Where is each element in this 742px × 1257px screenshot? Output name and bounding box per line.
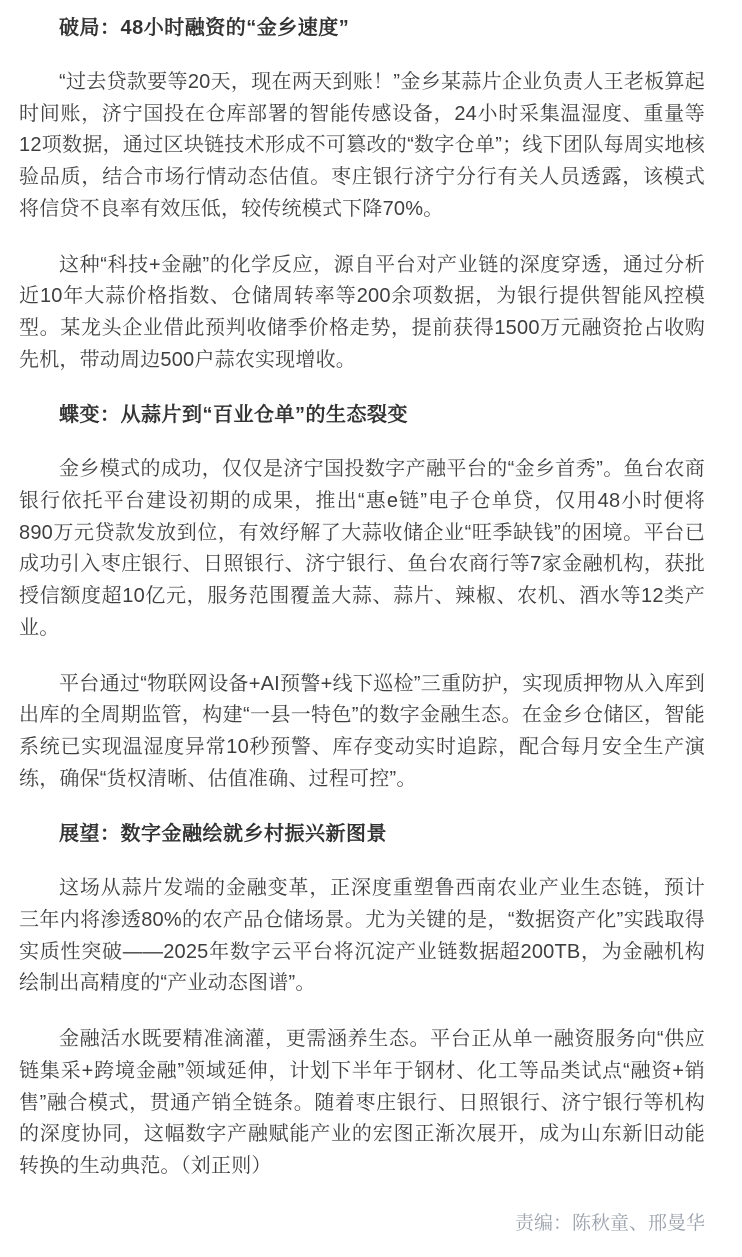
paragraph: 这场从蒜片发端的金融变革，正深度重塑鲁西南农业产业生态链，预计三年内将渗透80%的农产品仓储场景。尤为关键的是，“数据资产化”实践取得实质性突破——2025年数字云平台将沉淀产业链数据超200TB，为金融机构绘制出高精度的“产业动态图谱”。: [19, 877, 705, 995]
section-heading-pojuy: 破局：48小时融资的“金乡速度”: [59, 17, 350, 39]
paragraph: “过去贷款要等20天，现在两天到账！”金乡某蒜片企业负责人王老板算起时间账，济宁国投在仓库部署的智能传感设备，24小时采集温湿度、重量等12项数据，通过区块链技术形成不可篡改的“数字仓单”；线下团队每周实地核验品质，结合市场行情动态估值。枣庄银行济宁分行有关人员透露，该模式将信贷不良率有效压低，较传统模式下降70%。: [19, 71, 705, 220]
paragraph: 这种“科技+金融”的化学反应，源自平台对产业链的深度穿透，通过分析近10年大蒜价格指数、仓储周转率等200余项数据，为银行提供智能风控模型。某龙头企业借此预判收储季价格走势，提前获得1500万元融资抢占收购先机，带动周边500户蒜农实现增收。: [19, 253, 705, 371]
paragraph: 金融活水既要精准滴灌，更需涵养生态。平台正从单一融资服务向“供应链集采+跨境金融”领域延伸，计划下半年于钢材、化工等品类试点“融资+销售”融合模式，贯通产销全链条。随着枣庄银行、日照银行、济宁银行等机构的深度协同，这幅数字产融赋能产业的宏图正渐次展开，成为山东新旧动能转换的生动典范。（刘正则）: [19, 1028, 705, 1177]
paragraph: 金乡模式的成功，仅仅是济宁国投数字产融平台的“金乡首秀”。鱼台农商银行依托平台建设初期的成果，推出“惠e链”电子仓单贷，仅用48小时便将890万元贷款发放到位，有效纾解了大蒜收储企业“旺季缺钱”的困境。平台已成功引入枣庄银行、日照银行、济宁银行、鱼台农商行等7家金融机构，获批授信额度超10亿元，服务范围覆盖大蒜、蒜片、辣椒、农机、酒水等12类产业。: [19, 458, 705, 639]
section-heading-zhanwang: 展望：数字金融绘就乡村振兴新图景: [59, 823, 387, 846]
section-heading-diebian: 蝶变：从蒜片到“百业仓单”的生态裂变: [59, 404, 408, 427]
paragraph: 平台通过“物联网设备+AI预警+线下巡检”三重防护，实现质押物从入库到出库的全周期监管，构建“一县一特色”的数字金融生态。在金乡仓储区，智能系统已实现温湿度异常10秒预警、库存变动实时追踪，配合每月安全生产演练，确保“货权清晰、估值准确、过程可控”。: [19, 672, 705, 790]
editor-credit: 责编：陈秋童、邢曼华: [514, 1212, 705, 1234]
